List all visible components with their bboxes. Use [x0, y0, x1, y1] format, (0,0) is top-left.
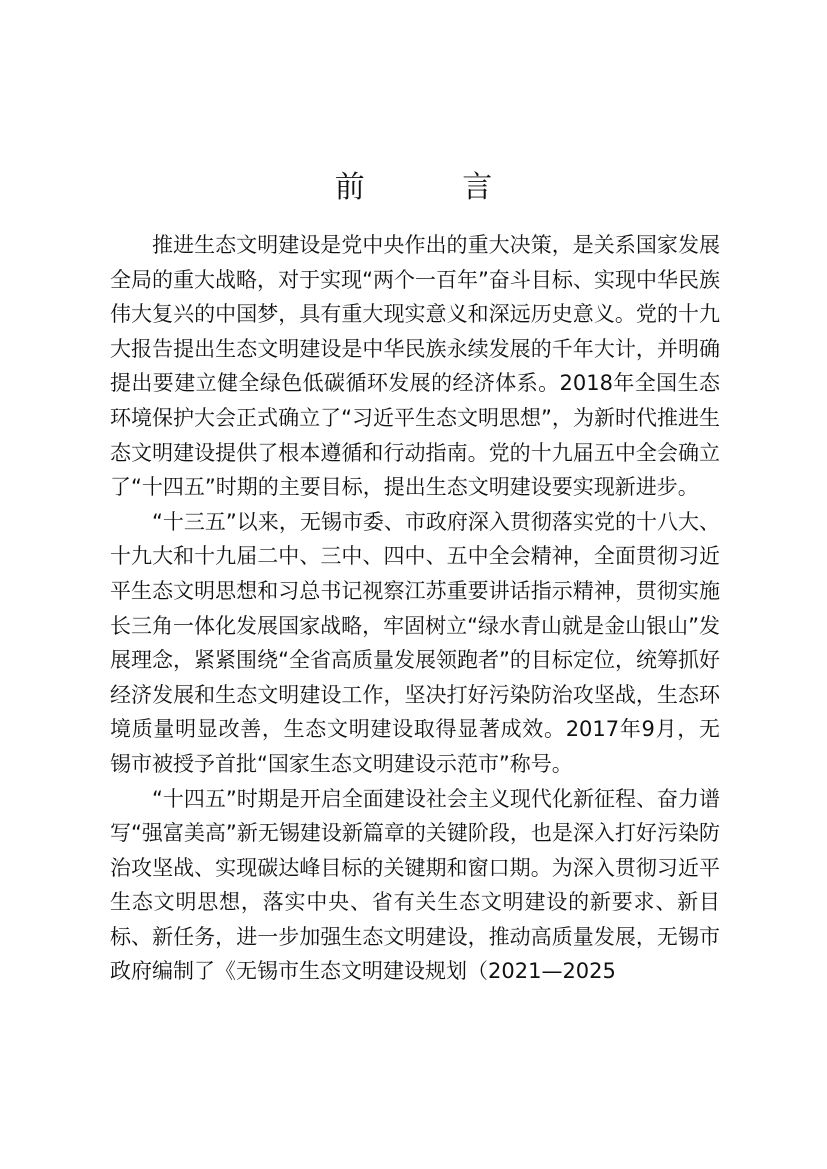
paragraph-3: “十四五”时期是开启全面建设社会主义现代化新征程、奋力谱写“强富美高”新无锡建设新篇章的关键阶段，也是深入打好污染防治攻坚战、实现碳达峰目标的关键期和窗口期。为深入贯彻习近平生态文明思想，落实中央、省有关生态文明建设的新要求、新目标、新任务，进一步加强生态文明建设，推动高质量发展，无锡市政府编制了《无锡市生态文明建设规划（2021—2025 [110, 786, 720, 984]
paragraph-1: 推进生态文明建设是党中央作出的重大决策，是关系国家发展全局的重大战略，对于实现“两个一百年”奋斗目标、实现中华民族伟大复兴的中国梦，具有重大现实意义和深远历史意义。党的十九大报告提出生态文明建设是中华民族永续发展的千年大计，并明确提出要建立健全绿色低碳循环发展的经济体系。2018年全国生态环境保护大会正式确立了“习近平生态文明思想”，为新时代推进生态文明建设提供了根本遵循和行动指南。党的十九届五中全会确立了“十四五”时期的主要目标，提出生态文明建设要实现新进步。 [110, 233, 720, 500]
document-body [110, 228, 720, 989]
paragraph-2: “十三五”以来，无锡市委、市政府深入贯彻落实党的十八大、十九大和十九届二中、三中、四中、五中全会精神，全面贯彻习近平生态文明思想和习总书记视察江苏重要讲话指示精神，贯彻实施长三角一体化发展国家战略，牢固树立“绿水青山就是金山银山”发展理念，紧紧围绕“全省高质量发展领跑者”的目标定位，统筹抓好经济发展和生态文明建设工作，坚决打好污染防治攻坚战，生态环境质量明显改善，生态文明建设取得显著成效。2017年9月，无锡市被授予首批“国家生态文明建设示范市”称号。 [110, 509, 720, 776]
page-title: 前 言 [334, 170, 537, 205]
